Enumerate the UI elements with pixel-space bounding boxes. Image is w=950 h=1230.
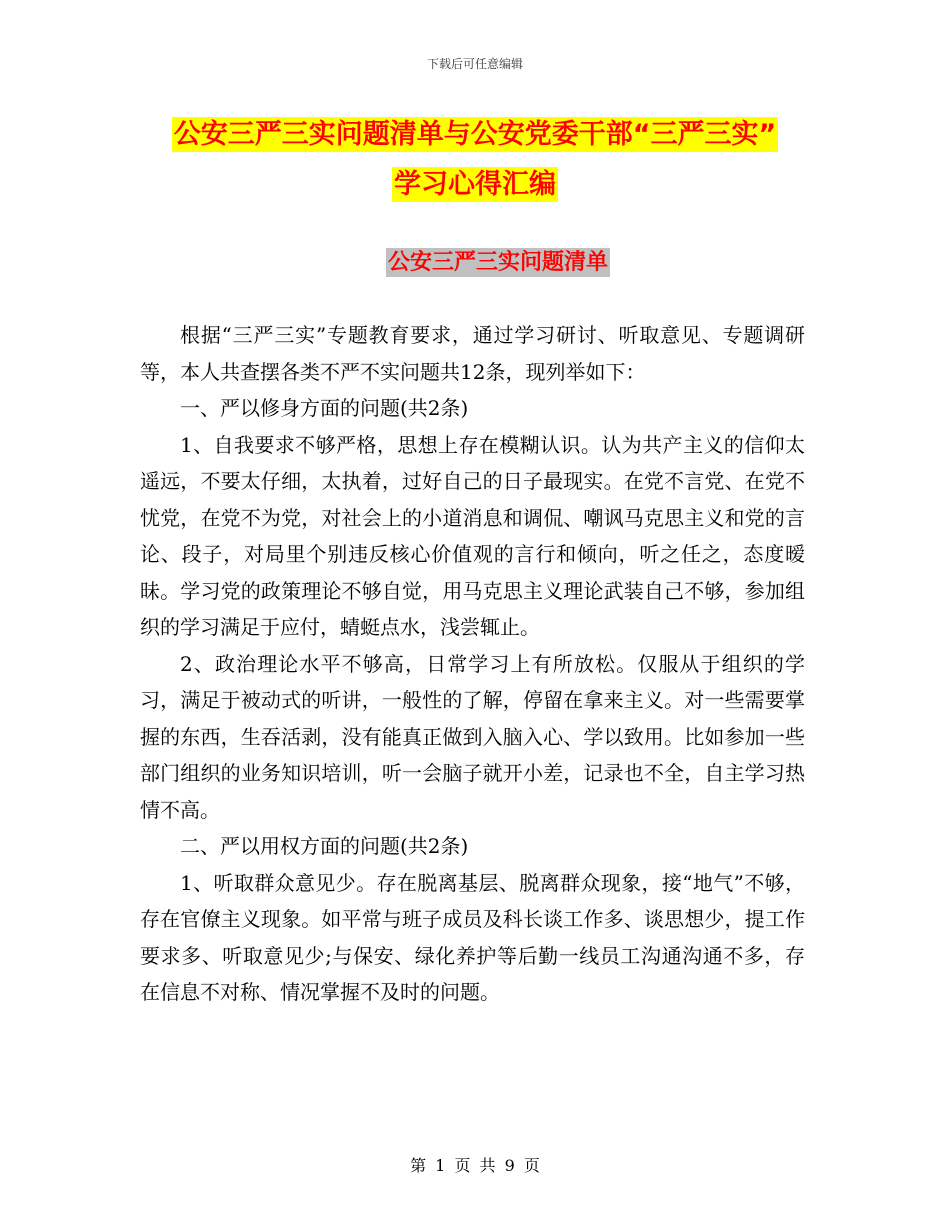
document-title [0, 110, 950, 210]
section-heading-2: 二、严以用权方面的问题(共2条) [180, 834, 469, 858]
intro-paragraph: 根据“三严三实”专题教育要求，通过学习研讨、听取意见、专题调研等，本人共查摆各类不严不实问题共12条，现列举如下： [140, 323, 805, 384]
page-footer: 第 1 页 共 9 页 [410, 1156, 540, 1175]
document-body [140, 317, 805, 1011]
body-paragraph: 1、自我要求不够严格，思想上存在模糊认识。认为共产主义的信仰太遥远，不要太仔细，太执着，过好自己的日子最现实。在党不言党、在党不忧党，在党不为党，对社会上的小道消息和调侃、嘲讽马克思主义和党的言论、段子，对局里个别违反核心价值观的言行和倾向，听之任之，态度暧昧。学习党的政策理论不够自觉，用马克思主义理论武装自己不够，参加组织的学习满足于应付，蜻蜓点水，浅尝辄止。 [140, 432, 805, 639]
title-line-1: 公安三严三实问题清单与公安党委干部“三严三实” [173, 119, 777, 150]
body-paragraph: 2、政治理论水平不够高，日常学习上有所放松。仅服从于组织的学习，满足于被动式的听讲，一般性的了解，停留在拿来主义。对一些需要掌握的东西，生吞活剥，没有能真正做到入脑入心、学以致用。比如参加一些部门组织的业务知识培训，听一会脑子就开小差，记录也不全，自主学习热情不高。 [140, 651, 805, 822]
body-paragraph: 1、听取群众意见少。存在脱离基层、脱离群众现象，接“地气”不够，存在官僚主义现象。如平常与班子成员及科长谈工作多、谈思想少，提工作要求多、听取意见少;与保安、绿化养护等后勤一线员工沟通沟通不多，存在信息不对称、情况掌握不及时的问题。 [140, 870, 805, 1004]
section-heading-1: 一、严以修身方面的问题(共2条) [180, 396, 469, 420]
title-line-2: 学习心得汇编 [394, 169, 556, 200]
section-subtitle [0, 245, 950, 276]
subtitle-text: 公安三严三实问题清单 [387, 250, 608, 275]
header-note: 下载后可任意编辑 [426, 57, 523, 71]
